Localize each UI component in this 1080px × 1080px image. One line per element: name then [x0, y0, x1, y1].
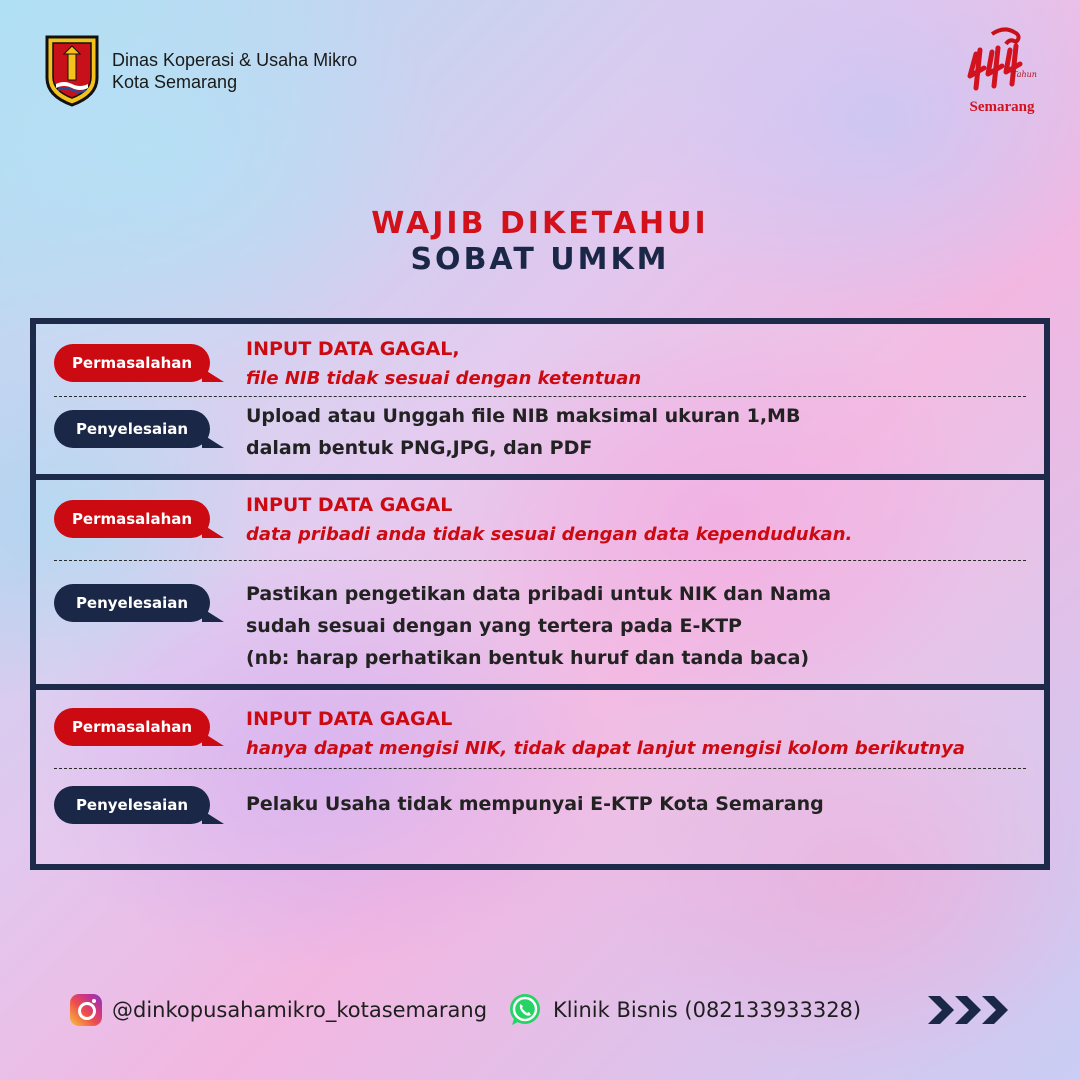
faq-item-2 [36, 480, 1044, 684]
solution-label: Penyelesaian [54, 786, 210, 824]
solution-text [246, 578, 831, 674]
title-line2: SOBAT UMKM [410, 242, 670, 277]
org-name-line1: Dinas Koperasi & Usaha Mikro [112, 50, 358, 70]
solution-label: Penyelesaian [54, 584, 210, 622]
instagram-handle[interactable]: @dinkopusahamikro_kotasemarang [112, 998, 488, 1022]
page-title [0, 206, 1080, 278]
anniversary-logo-mark [962, 26, 1042, 96]
title-line1: WAJIB DIKETAHUI [371, 206, 709, 241]
problem-detail: file NIB tidak sesuai dengan ketentuan [246, 368, 642, 389]
problem-detail: hanya dapat mengisi NIK, tidak dapat lanjut mengisi kolom berikutnya [246, 738, 966, 759]
divider [54, 768, 1026, 769]
solution-line: (nb: harap perhatikan bentuk huruf dan tanda baca) [246, 647, 810, 669]
faq-panel [30, 318, 1050, 870]
next-arrows-icon[interactable] [926, 994, 1012, 1026]
problem-title: INPUT DATA GAGAL [246, 708, 453, 730]
header [44, 34, 357, 108]
anniversary-logo [962, 26, 1042, 118]
solution-line: Pastikan pengetikan data pribadi untuk NIK dan Nama [246, 583, 832, 605]
problem-label: Permasalahan [54, 708, 210, 746]
problem-title: INPUT DATA GAGAL [246, 494, 453, 516]
city-crest-icon [44, 34, 100, 108]
solution-text [246, 400, 800, 464]
anniversary-small-text: Tahun [1012, 70, 1037, 79]
divider [54, 396, 1026, 397]
faq-item-3 [36, 690, 1044, 864]
problem-label: Permasalahan [54, 500, 210, 538]
problem-text [246, 334, 641, 394]
anniversary-city: Semarang [969, 99, 1035, 115]
divider [54, 560, 1026, 561]
solution-line: sudah sesuai dengan yang tertera pada E-KTP [246, 615, 742, 637]
solution-text [246, 788, 824, 820]
instagram-icon[interactable] [70, 994, 102, 1026]
footer [70, 992, 861, 1028]
problem-text [246, 704, 965, 764]
problem-label: Permasalahan [54, 344, 210, 382]
problem-title: INPUT DATA GAGAL, [246, 338, 460, 360]
solution-line: dalam bentuk PNG,JPG, dan PDF [246, 437, 593, 459]
org-name-line2: Kota Semarang [112, 72, 238, 92]
solution-line: Pelaku Usaha tidak mempunyai E-KTP Kota Semarang [246, 793, 824, 815]
problem-detail: data pribadi anda tidak sesuai dengan data kependudukan. [246, 524, 853, 545]
solution-label: Penyelesaian [54, 410, 210, 448]
whatsapp-icon[interactable] [507, 992, 543, 1028]
problem-text [246, 490, 852, 550]
faq-item-1 [36, 324, 1044, 474]
solution-line: Upload atau Unggah file NIB maksimal ukuran 1,MB [246, 405, 801, 427]
whatsapp-contact[interactable]: Klinik Bisnis (082133933328) [553, 998, 862, 1022]
